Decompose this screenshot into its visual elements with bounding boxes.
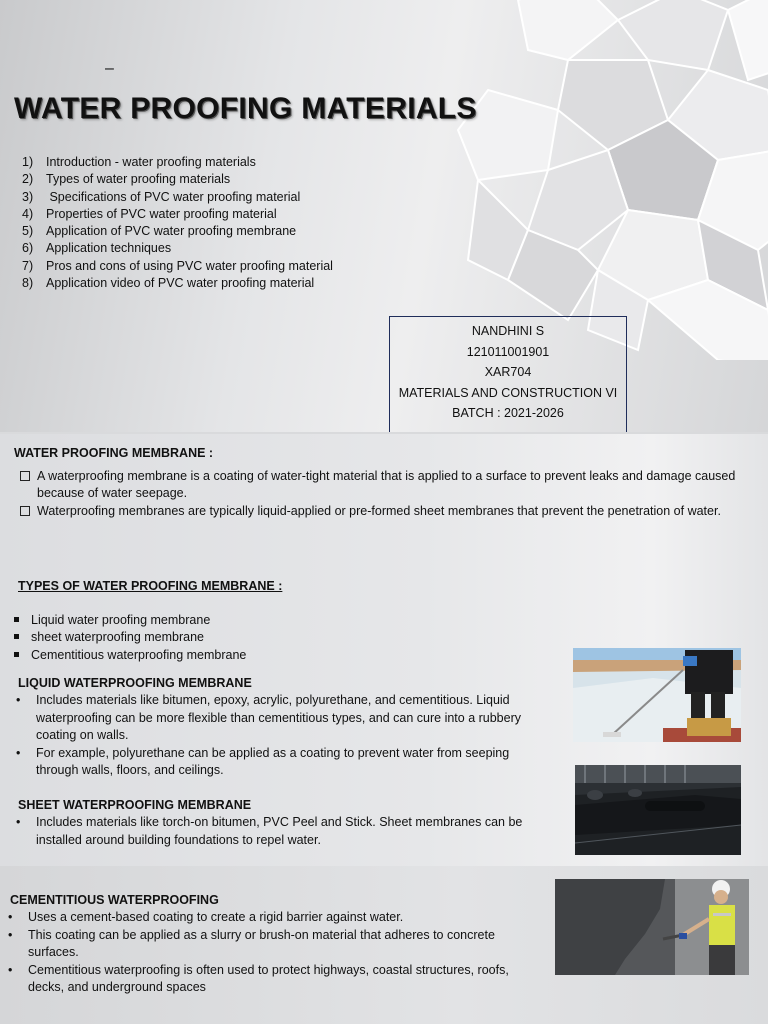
register-number: 121011001901 [466,344,550,359]
cementitious-slide [0,866,768,1024]
title-slide [0,0,768,432]
membrane-slide [0,434,768,866]
author-info-box [389,316,627,432]
checkbox-bullet-icon [20,506,30,516]
toc-item: 5) Application of PVC water proofing membrane [22,224,297,239]
list-item: • For example, polyurethane can be applied as a coating to prevent water from seeping through walls, floors, and ceilings. [16,745,546,780]
page-title: WATER PROOFING MATERIALS [14,92,477,125]
checkbox-bullet-icon [20,471,30,481]
cementitious-waterproofing-photo [555,879,749,975]
sheet-heading: SHEET WATERPROOFING MEMBRANE [18,798,252,812]
square-bullet-icon [14,652,19,657]
liquid-membrane-photo [573,648,741,742]
slide-dash: – [105,60,114,77]
membrane-point: Waterproofing membranes are typically liquid-applied or pre-formed sheet membranes that prevent the penetration of water. [20,503,745,520]
liquid-heading: LIQUID WATERPROOFING MEMBRANE [18,676,252,690]
list-item: • Includes materials like torch-on bitumen, PVC Peel and Stick. Sheet membranes can be installed around building foundations to repel water. [16,814,546,849]
batch: BATCH : 2021-2026 [452,406,564,420]
type-item: sheet waterproofing membrane [14,629,204,646]
cement-points [8,909,538,997]
toc-item: 4) Properties of PVC water proofing material [22,206,277,221]
square-bullet-icon [14,617,19,622]
geometric-background-pattern [368,0,768,360]
liquid-points [16,692,546,780]
list-item: • Uses a cement-based coating to create a rigid barrier against water. [8,909,538,927]
list-item: • Includes materials like bitumen, epoxy, acrylic, polyurethane, and cementitious. Liquid waterproofing can be more flexible than cementitious types, and can cure into a rubbery coating on walls. [16,692,546,745]
type-item: Cementitious waterproofing membrane [14,647,246,664]
membrane-heading: WATER PROOFING MEMBRANE : [14,446,214,460]
toc-item: 7) Pros and cons of using PVC water proofing material [22,258,333,273]
toc-item: 8) Application video of PVC water proofing material [22,276,315,291]
course-code: XAR704 [484,365,532,379]
toc-item: 6) Application techniques [22,241,172,256]
toc-item: 2) Types of water proofing materials [22,172,231,187]
sheet-membrane-photo [575,765,741,855]
types-heading: TYPES OF WATER PROOFING MEMBRANE : [18,579,283,593]
cement-heading: CEMENTITIOUS WATERPROOFING [10,893,219,907]
toc-item: 3) Specifications of PVC water proofing material [22,189,301,204]
table-of-contents [22,154,333,292]
course-name: MATERIALS AND CONSTRUCTION VI [398,385,618,400]
author-name: NANDHINI S [471,324,545,338]
square-bullet-icon [14,634,19,639]
list-item: • This coating can be applied as a slurry or brush-on material that adheres to concrete surfaces. [8,927,538,962]
list-item: • Cementitious waterproofing is often used to protect highways, coastal structures, roofs, decks, and underground spaces [8,962,538,997]
toc-item: 1) Introduction - water proofing materials [22,155,256,169]
type-item: Liquid water proofing membrane [14,612,210,629]
sheet-points [16,814,546,849]
membrane-point: A waterproofing membrane is a coating of water-tight material that is applied to a surface to prevent leaks and damage caused because of water seepage. [20,468,745,502]
